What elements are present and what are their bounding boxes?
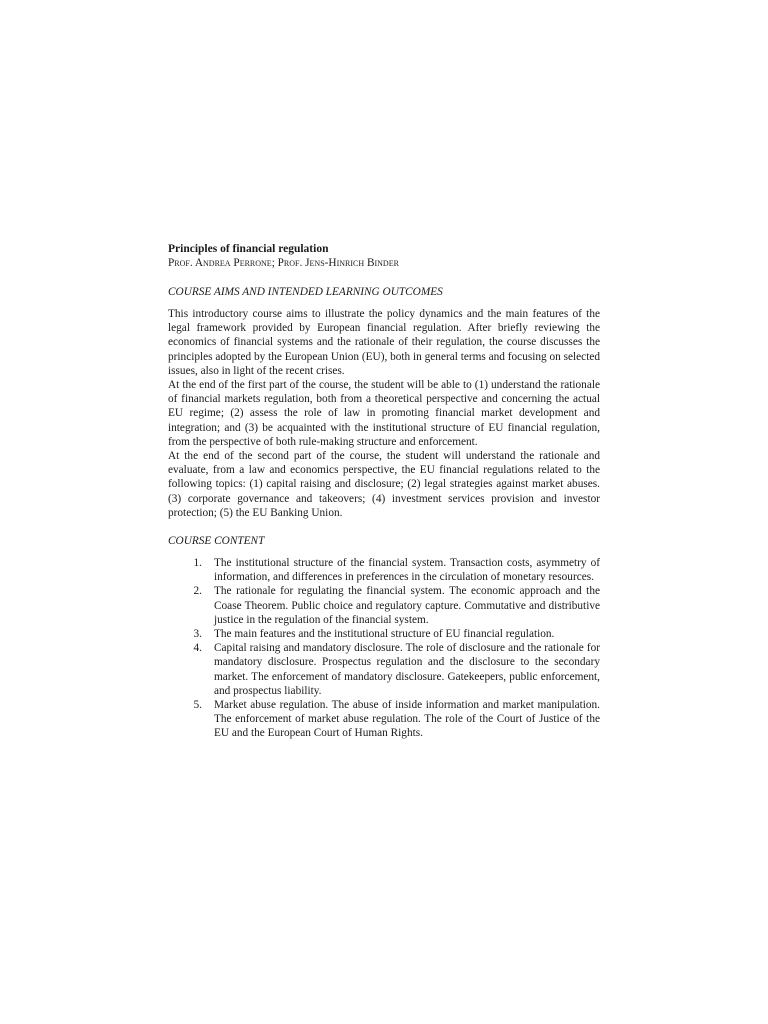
list-item-number: 2. — [193, 585, 202, 598]
list-item-number: 5. — [193, 699, 202, 712]
document-authors: Prof. Andrea Perrone; Prof. Jens-Hinrich Binder — [168, 257, 399, 269]
list-item-text: Capital raising and mandatory disclosure. The role of disclosure and the rationale for mandatory disclosure. Prospectus regulation and the disclosure to the secondary market. The enforcement of mandatory disclosure. Gatekeepers, public enforcement, and prospectus liability. — [214, 642, 600, 697]
list-item — [168, 556, 600, 584]
aims-heading: COURSE AIMS AND INTENDED LEARNING OUTCOMES — [168, 286, 443, 298]
course-content-list — [168, 556, 600, 741]
list-item-number: 1. — [193, 557, 202, 570]
list-item — [168, 627, 600, 641]
aims-paragraph: At the end of the first part of the course, the student will be able to (1) understand the rationale of financial markets regulation, both from a theoretical perspective and concerning the actual EU regime; (2) assess the role of law in promoting financial market development and integration; and (3) be acquainted with the institutional structure of EU financial regulation, from the perspective of both rule-making structure and enforcement. — [168, 379, 600, 448]
document-title: Principles of financial regulation — [168, 243, 329, 255]
list-item — [168, 698, 600, 741]
list-item-number: 3. — [193, 628, 202, 641]
list-item-number: 4. — [193, 642, 202, 655]
list-item — [168, 584, 600, 627]
aims-paragraph: At the end of the second part of the course, the student will understand the rationale and evaluate, from a law and economics perspective, the EU financial regulations related to the following topics: (1) capital raising and disclosure; (2) legal strategies against market abuses. (3) corporate governance and takeovers; (4) investment services provision and investor protection; (5) the EU Banking Union. — [168, 450, 600, 519]
content-heading: COURSE CONTENT — [168, 535, 265, 548]
aims-paragraph: This introductory course aims to illustrate the policy dynamics and the main features of the legal framework provided by European financial regulation. After briefly reviewing the economics of financial systems and the rationale of their regulation, the course discusses the principles adopted by the European Union (EU), both in general terms and focusing on selected issues, also in light of the recent crises. — [168, 308, 600, 377]
list-item-text: The rationale for regulating the financial system. The economic approach and the Coase Theorem. Public choice and regulatory capture. Commutative and distributive justice in the regulation of the financial system. — [214, 585, 600, 626]
document-page — [168, 242, 600, 741]
list-item — [168, 641, 600, 698]
list-item-text: The institutional structure of the financial system. Transaction costs, asymmetry of information, and differences in preferences in the circulation of monetary resources. — [214, 557, 600, 584]
list-item-text: Market abuse regulation. The abuse of inside information and market manipulation. The enforcement of market abuse regulation. The role of the Court of Justice of the EU and the European Court of Human Rights. — [214, 699, 600, 740]
list-item-text: The main features and the institutional structure of EU financial regulation. — [214, 628, 555, 641]
